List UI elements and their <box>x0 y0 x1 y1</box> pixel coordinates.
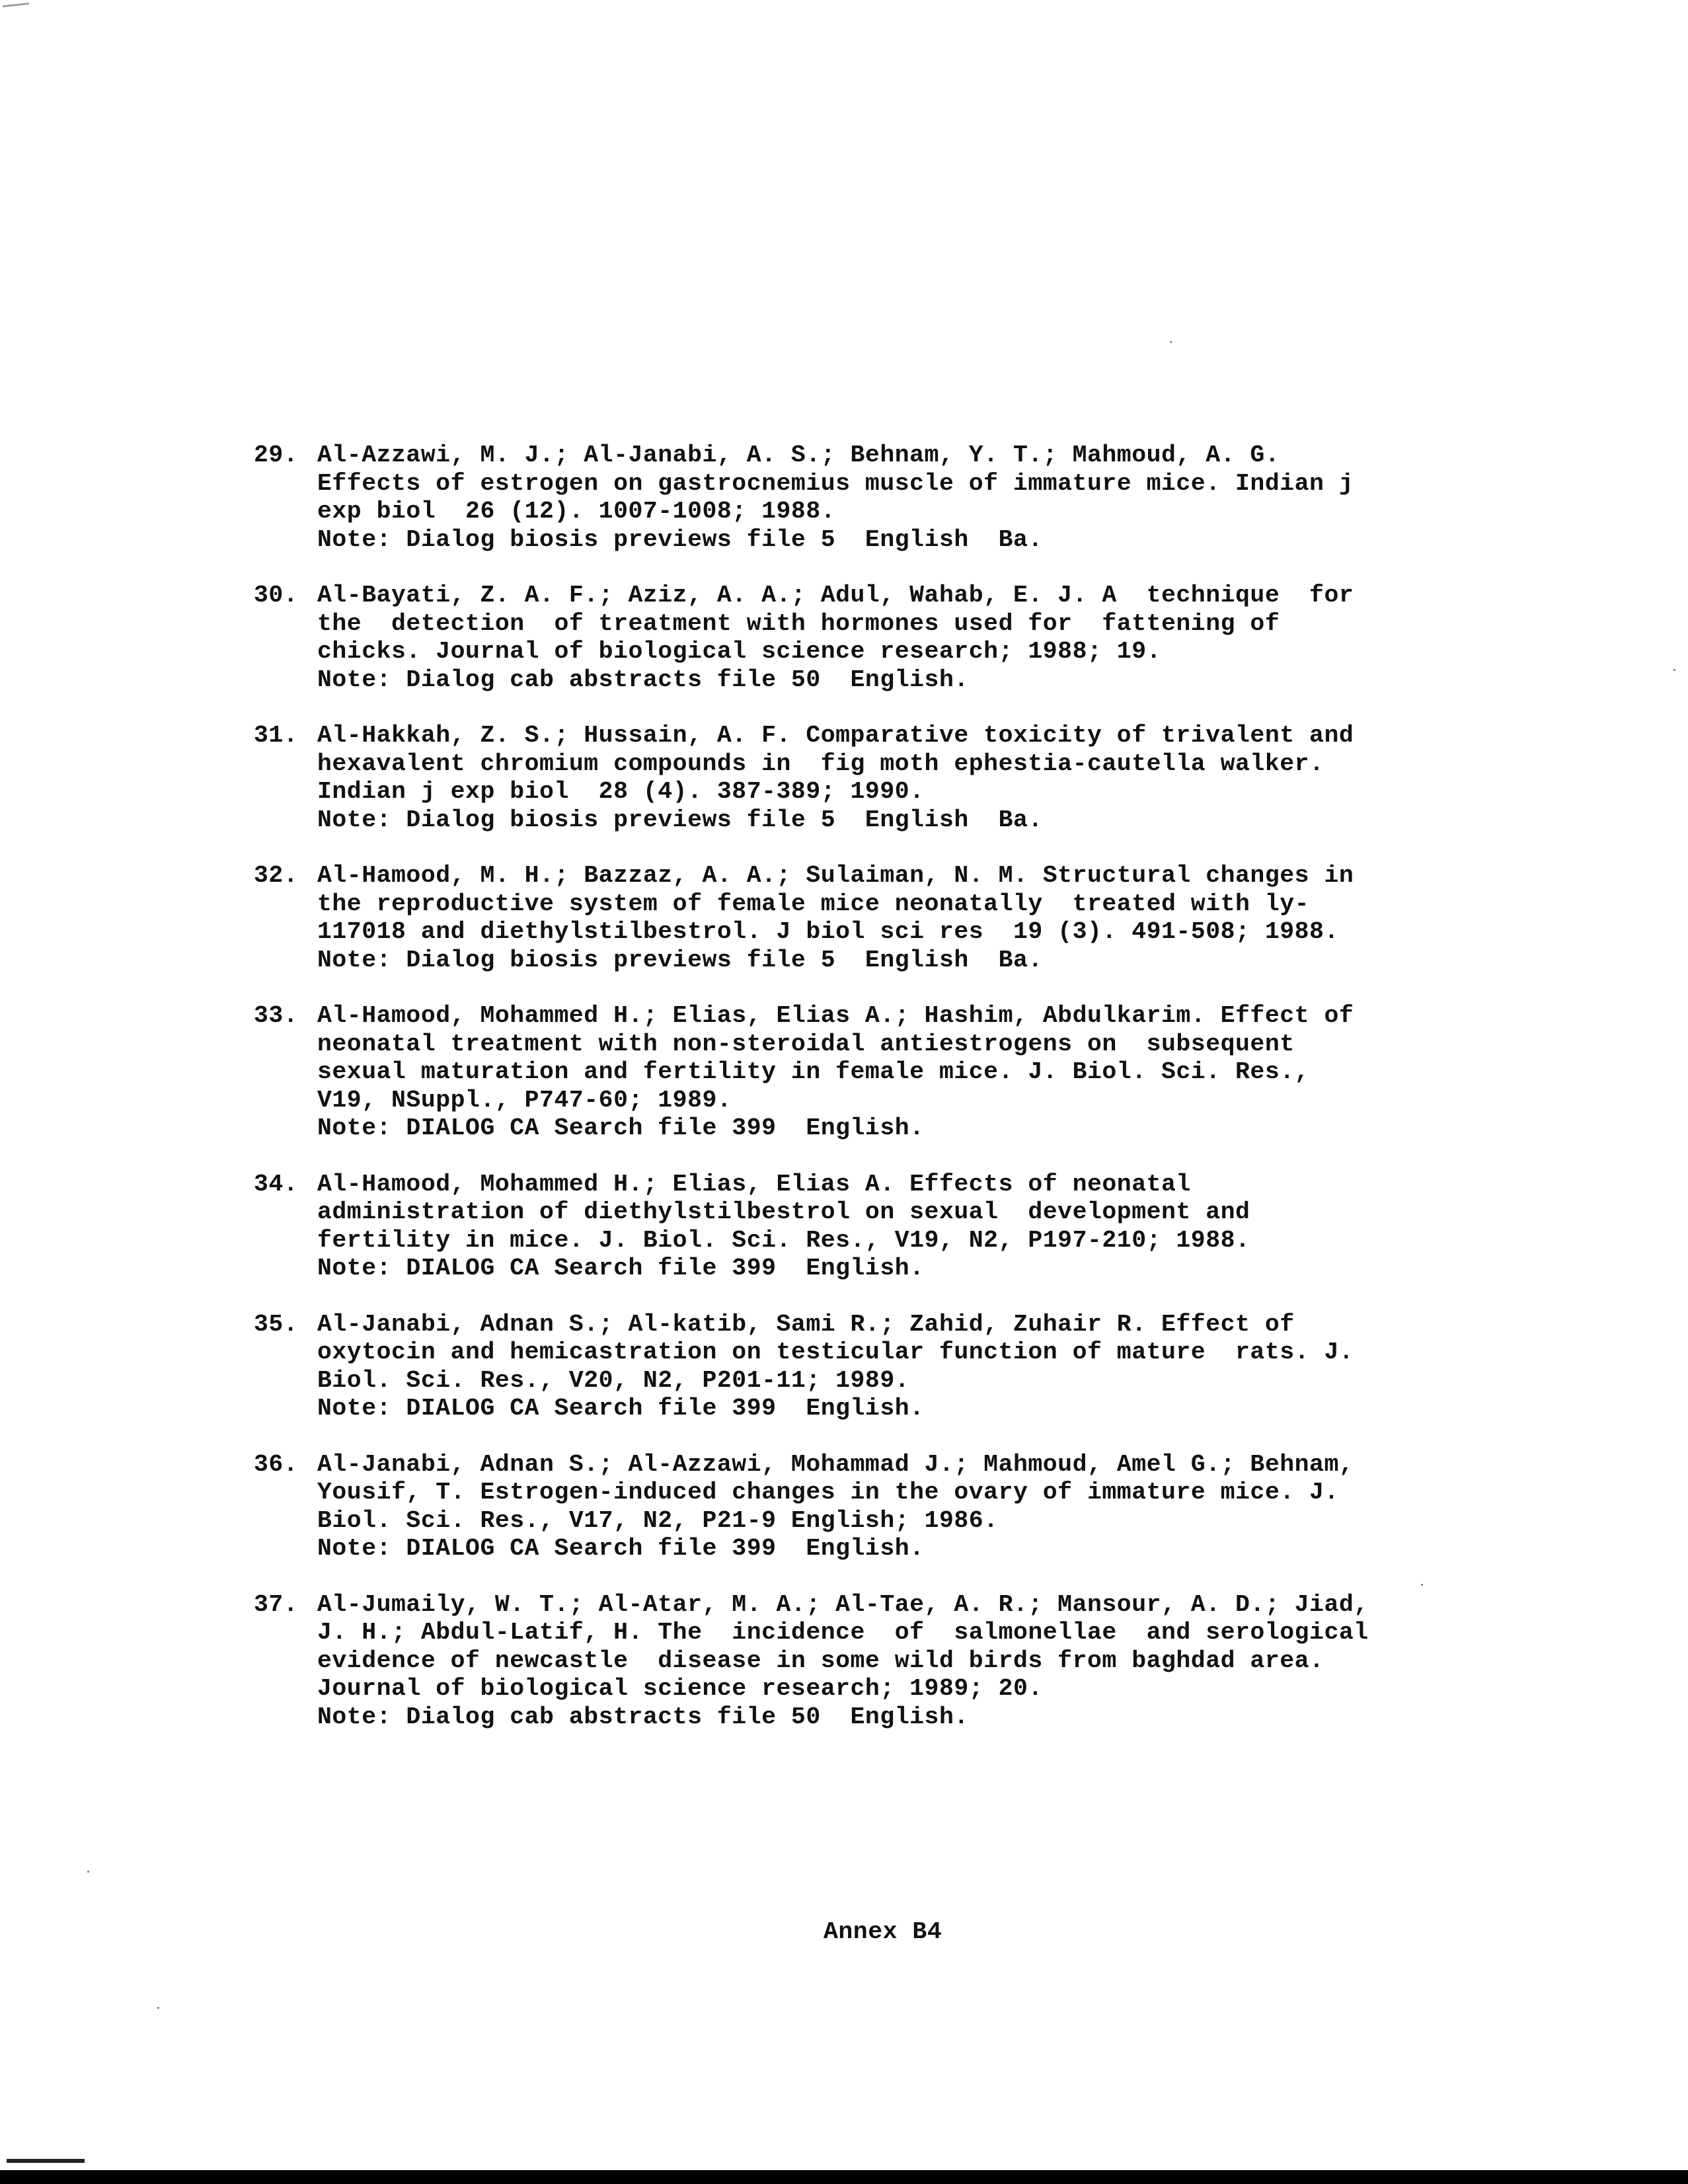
scan-mark-bottom <box>7 2159 85 2163</box>
reference-number: 35. <box>254 1310 299 1338</box>
reference-text: Al-Janabi, Adnan S.; Al-katib, Sami R.; Zahid, Zuhair R. Effect of oxytocin and hemicastration on testicular function of mature rats. J. Biol. Sci. Res., V20, N2, P201-11; 1989. Note: DIALOG CA Search file 399 English. <box>317 1310 1354 1422</box>
reference-number: 34. <box>254 1170 299 1198</box>
reference-text: Al-Bayati, Z. A. F.; Aziz, A. A.; Adul, Wahab, E. J. A technique for the detection of treatment with hormones used for fattening of chicks. Journal of biological science research; 1988; 19. Note: Dialog cab abstracts file 50 English. <box>317 582 1354 693</box>
scan-mark-top <box>3 3 29 7</box>
scan-edge-bar <box>0 2170 1688 2184</box>
scan-speck <box>1170 341 1172 343</box>
reference-number: 36. <box>254 1450 299 1478</box>
reference-item <box>254 1591 1516 1732</box>
reference-number: 30. <box>254 582 299 609</box>
reference-item <box>254 1311 1516 1423</box>
scan-speck <box>87 1871 89 1873</box>
scan-speck <box>1421 1584 1423 1586</box>
reference-number: 32. <box>254 862 299 889</box>
reference-item <box>254 862 1516 974</box>
reference-item <box>254 1451 1516 1563</box>
reference-text: Al-Hamood, Mohammed H.; Elias, Elias A.; Hashim, Abdulkarim. Effect of neonatal treatment with non-steroidal antiestrogens on subsequent sexual maturation and fertility in female mice. J. Biol. Sci. Res., V19, NSuppl., P747-60; 1989. Note: DIALOG CA Search file 399 English. <box>317 1002 1354 1142</box>
scan-speck <box>1673 669 1675 671</box>
reference-list <box>254 442 1516 1759</box>
reference-text: Al-Hamood, Mohammed H.; Elias, Elias A. Effects of neonatal administration of diethylstilbestrol on sexual development and fertility in mice. J. Biol. Sci. Res., V19, N2, P197-210; 1988. Note: DIALOG CA Search file 399 English. <box>317 1170 1250 1282</box>
reference-number: 29. <box>254 442 299 469</box>
reference-item <box>254 722 1516 834</box>
annex-label: Annex B4 <box>824 1918 942 1945</box>
reference-number: 37. <box>254 1590 299 1618</box>
reference-item <box>254 582 1516 694</box>
reference-text: Al-Hamood, M. H.; Bazzaz, A. A.; Sulaiman, N. M. Structural changes in the reproductive system of female mice neonatally treated with ly- 117018 and diethylstilbestrol. J biol sci res 19 (3). 491-508; 1988. Note: Dialog biosis previews file 5 English Ba. <box>317 862 1354 974</box>
reference-text: Al-Jumaily, W. T.; Al-Atar, M. A.; Al-Tae, A. R.; Mansour, A. D.; Jiad, J. H.; Abdul-Latif, H. The incidence of salmonellae and serological evidence of newcastle disease in some wild birds from baghdad area. Journal of biological science research; 1989; 20. Note: Dialog cab abstracts file 50 English. <box>317 1590 1369 1731</box>
scan-speck <box>157 2007 159 2009</box>
reference-text: Al-Janabi, Adnan S.; Al-Azzawi, Mohammad J.; Mahmoud, Amel G.; Behnam, Yousif, T. Estrogen-induced changes in the ovary of immature mice. J. Biol. Sci. Res., V17, N2, P21-9 English; 1986. Note: DIALOG CA Search file 399 English. <box>317 1450 1354 1562</box>
reference-item <box>254 442 1516 554</box>
reference-text: Al-Azzawi, M. J.; Al-Janabi, A. S.; Behnam, Y. T.; Mahmoud, A. G. Effects of estrogen on gastrocnemius muscle of immature mice. Indian j exp biol 26 (12). 1007-1008; 1988. Note: Dialog biosis previews file 5 English Ba. <box>317 442 1354 553</box>
reference-text: Al-Hakkah, Z. S.; Hussain, A. F. Comparative toxicity of trivalent and hexavalent chromium compounds in fig moth ephestia-cautella walker. Indian j exp biol 28 (4). 387-389; 1990. Note: Dialog biosis previews file 5 English Ba. <box>317 722 1354 834</box>
reference-item <box>254 1002 1516 1143</box>
reference-number: 33. <box>254 1002 299 1029</box>
reference-number: 31. <box>254 722 299 749</box>
reference-item <box>254 1171 1516 1283</box>
